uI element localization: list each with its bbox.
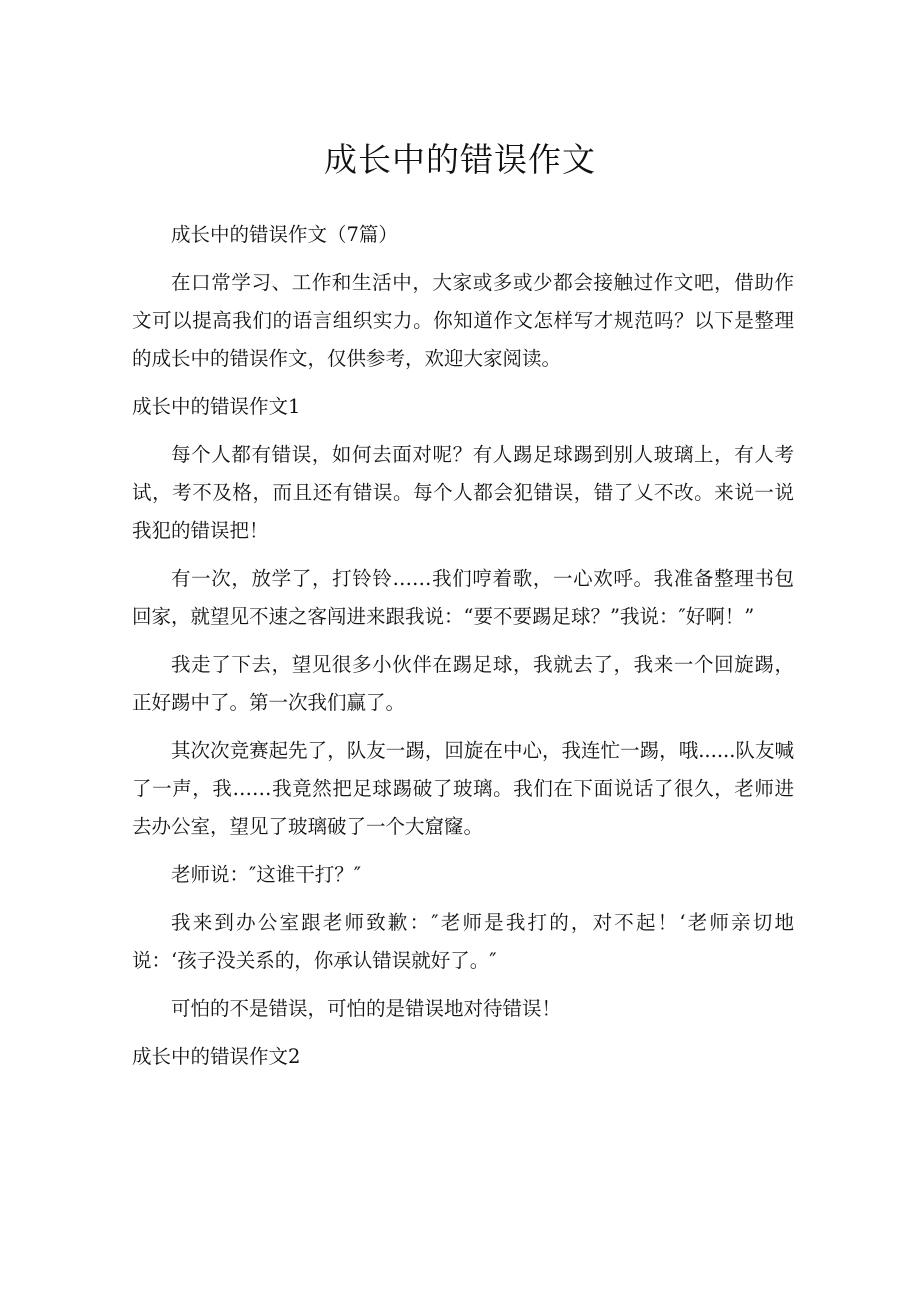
body-paragraph: 其次次竞赛起先了，队友一踢，回旋在中心，我连忙一踢，哦......队友喊了一声，我……我竟然把足球踢破了玻璃。我们在下面说话了很久，老师进去办公室，望见了玻璃破了一个大窟窿。 bbox=[132, 739, 794, 838]
section-heading: 成长中的错误作文2 bbox=[132, 1045, 301, 1068]
body-paragraph: 老师说：″这谁干打？″ bbox=[171, 863, 362, 886]
body-paragraph: 可怕的不是错误，可怕的是错误地对待错误！ bbox=[171, 997, 562, 1020]
intro-paragraph: 在口常学习、工作和生活中，大家或多或少都会接触过作文吧，借助作文可以提高我们的语言组织实力。你知道作文怎样写才规范吗？以下是整理的成长中的错误作文，仅供参考，欢迎大家阅读。 bbox=[132, 271, 794, 370]
page-title: 成长中的错误作文 bbox=[324, 140, 596, 179]
body-paragraph: 每个人都有错误，如何去面对呢？有人踢足球踢到别人玻璃上，有人考试，考不及格，而且还有错误。每个人都会犯错误，错了乂不改。来说一说我犯的错误把！ bbox=[132, 443, 794, 542]
body-paragraph: 有一次，放学了，打铃铃……我们哼着歌，一心欢呼。我准备整理书包回家，就望见不速之客闯进来跟我说：“要不要踢足球？”我说：″好啊！” bbox=[132, 567, 794, 628]
subtitle-paragraph: 成长中的错误作文（7篇） bbox=[171, 223, 398, 246]
body-paragraph: 我来到办公室跟老师致歉：″老师是我打的，对不起！‘老师亲切地说：‘孩子没关系的，你承认错误就好了。″ bbox=[132, 911, 794, 972]
document-body bbox=[132, 216, 794, 1086]
section-heading: 成长中的错误作文1 bbox=[132, 395, 301, 418]
body-paragraph: 我走了下去，望见很多小伙伴在踢足球，我就去了，我来一个回旋踢，正好踢中了。第一次我们赢了。 bbox=[132, 653, 794, 714]
